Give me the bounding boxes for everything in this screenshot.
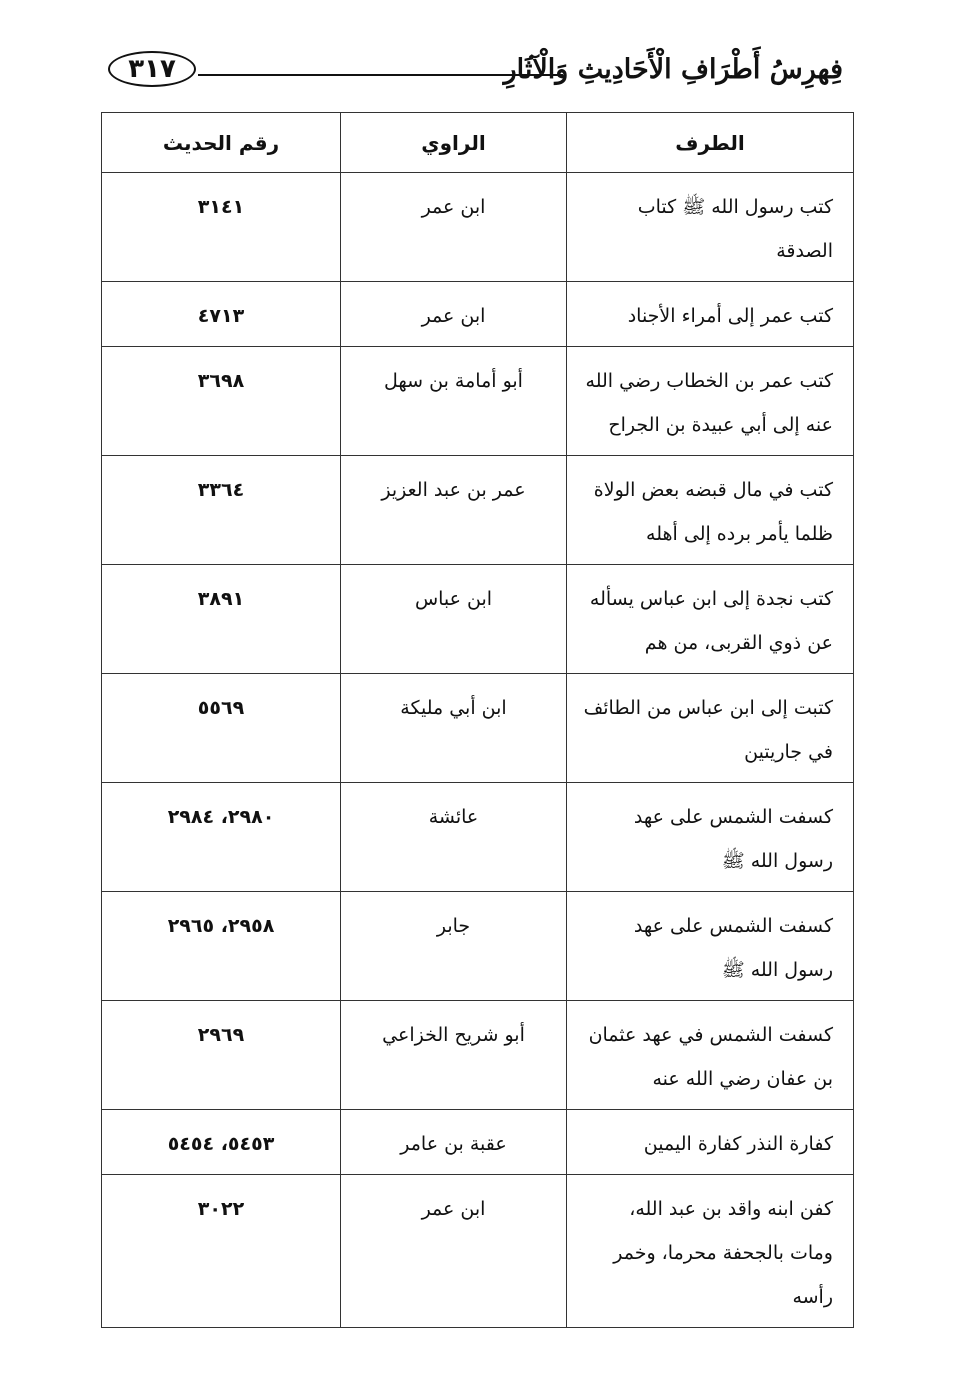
cell-number: ٣٣٦٤ xyxy=(102,456,341,565)
cell-rawi: ابن عمر xyxy=(341,1175,567,1328)
cell-tarf: كتب عمر إلى أمراء الأجناد xyxy=(567,282,854,347)
column-header-rawi: الراوي xyxy=(341,113,567,173)
table-row xyxy=(102,674,854,783)
cell-rawi: عقبة بن عامر xyxy=(341,1110,567,1175)
table-header-row xyxy=(102,113,854,173)
cell-number: ٢٩٦٩ xyxy=(102,1001,341,1110)
cell-tarf: كفن ابنه واقد بن عبد الله، ومات بالجحفة محرما، وخمر رأسه xyxy=(567,1175,854,1328)
column-header-number: رقم الحديث xyxy=(102,113,341,173)
table-row xyxy=(102,892,854,1001)
table-row xyxy=(102,173,854,282)
table-row xyxy=(102,1110,854,1175)
cell-number: ٣٠٢٢ xyxy=(102,1175,341,1328)
cell-number: ٥٥٦٩ xyxy=(102,674,341,783)
cell-tarf: كتب في مال قبضه بعض الولاة ظلما يأمر برده إلى أهله xyxy=(567,456,854,565)
table-row xyxy=(102,456,854,565)
cell-tarf: كتبت إلى ابن عباس من الطائف في جاريتين xyxy=(567,674,854,783)
column-header-tarf: الطرف xyxy=(567,113,854,173)
cell-number: ٣٦٩٨ xyxy=(102,347,341,456)
cell-rawi: ابن عمر xyxy=(341,173,567,282)
cell-rawi: ابن عباس xyxy=(341,565,567,674)
table-row xyxy=(102,1175,854,1328)
page-header xyxy=(108,48,843,104)
cell-tarf: كسفت الشمس على عهد رسول الله ﷺ xyxy=(567,783,854,892)
cell-tarf: كتب عمر بن الخطاب رضي الله عنه إلى أبي عبيدة بن الجراح xyxy=(567,347,854,456)
cell-rawi: عائشة xyxy=(341,783,567,892)
cell-tarf: كتب نجدة إلى ابن عباس يسأله عن ذوي القربى، من هم xyxy=(567,565,854,674)
cell-tarf: كفارة النذر كفارة اليمين xyxy=(567,1110,854,1175)
header-title: فِهرِسُ أَطْرَافِ الْأَحَادِيثِ وَالْآثَارِ xyxy=(503,54,843,85)
table-row xyxy=(102,1001,854,1110)
cell-number: ٢٩٥٨، ٢٩٦٥ xyxy=(102,892,341,1001)
table-row xyxy=(102,347,854,456)
cell-number: ٣٨٩١ xyxy=(102,565,341,674)
cell-rawi: أبو شريح الخزاعي xyxy=(341,1001,567,1110)
cell-tarf: كسفت الشمس في عهد عثمان بن عفان رضي الله عنه xyxy=(567,1001,854,1110)
header-rule xyxy=(198,74,563,76)
cell-rawi: عمر بن عبد العزيز xyxy=(341,456,567,565)
cell-rawi: ابن أبي مليكة xyxy=(341,674,567,783)
cell-rawi: ابن عمر xyxy=(341,282,567,347)
hadith-index-table xyxy=(101,112,854,1328)
table-row xyxy=(102,565,854,674)
cell-number: ٢٩٨٠، ٢٩٨٤ xyxy=(102,783,341,892)
table-row xyxy=(102,783,854,892)
cell-tarf: كتب رسول الله ﷺ كتاب الصدقة xyxy=(567,173,854,282)
cell-rawi: جابر xyxy=(341,892,567,1001)
cell-number: ٤٧١٣ xyxy=(102,282,341,347)
cell-tarf: كسفت الشمس على عهد رسول الله ﷺ xyxy=(567,892,854,1001)
page-number-badge: ٣١٧ xyxy=(108,51,196,87)
table-row xyxy=(102,282,854,347)
cell-rawi: أبو أمامة بن سهل xyxy=(341,347,567,456)
cell-number: ٥٤٥٣، ٥٤٥٤ xyxy=(102,1110,341,1175)
cell-number: ٣١٤١ xyxy=(102,173,341,282)
